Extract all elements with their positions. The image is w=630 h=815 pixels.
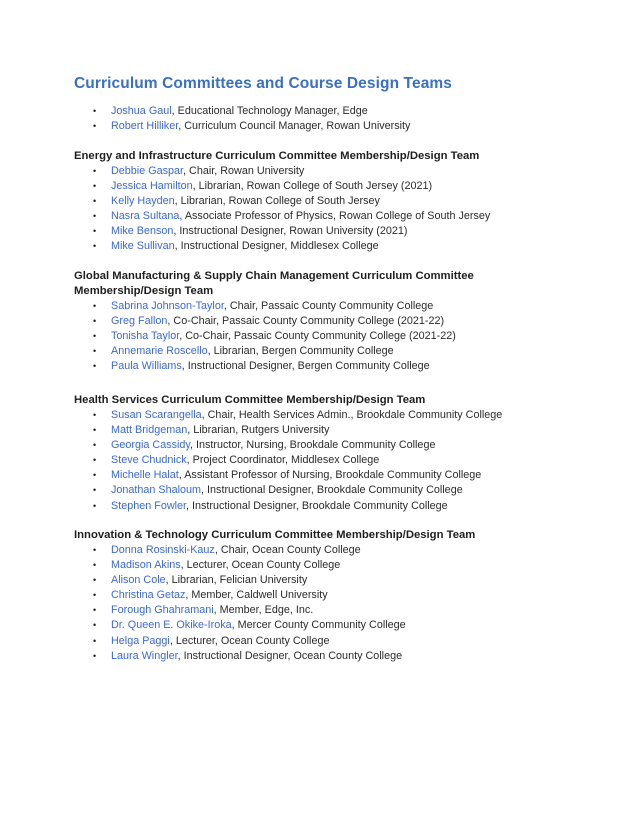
member-name-link[interactable]: Jonathan Shaloum xyxy=(111,484,202,497)
member-name-link[interactable]: Laura Wingler xyxy=(111,649,178,662)
intro-list xyxy=(74,104,410,134)
member-detail: , Chair, Passaic County Community College xyxy=(223,300,434,312)
bullet-icon: • xyxy=(93,425,97,436)
member-name-link[interactable]: Mike Benson xyxy=(111,225,174,238)
list-item xyxy=(74,558,475,573)
bullet-icon: • xyxy=(93,301,97,311)
list-item xyxy=(74,224,490,239)
member-detail: , Instructional Designer, Ocean County College xyxy=(177,649,403,662)
list-item xyxy=(74,299,474,314)
bullet-icon: • xyxy=(93,455,97,466)
member-detail: , Curriculum Council Manager, Rowan University xyxy=(178,120,411,133)
member-name-link[interactable]: Michelle Halat xyxy=(111,469,179,482)
member-detail: , Instructional Designer, Bergen Community College xyxy=(181,360,430,373)
member-detail: , Chair, Health Services Admin., Brookdale Community College xyxy=(201,409,503,421)
page-title: Curriculum Committees and Course Design Teams xyxy=(74,75,453,92)
member-name-link[interactable]: Annemarie Roscello xyxy=(111,345,208,358)
bullet-icon: • xyxy=(93,440,97,451)
member-name-link[interactable]: Steve Chudnick xyxy=(111,454,187,467)
list-item xyxy=(74,603,475,618)
member-name-link[interactable]: Georgia Cassidy xyxy=(111,439,191,452)
member-name-link[interactable]: Donna Rosinski-Kauz xyxy=(111,544,215,556)
member-list xyxy=(74,164,490,255)
bullet-icon: • xyxy=(93,410,97,420)
member-name-link[interactable]: Robert Hilliker xyxy=(111,120,179,133)
member-name-link[interactable]: Christina Getaz xyxy=(111,589,186,602)
member-detail: , Chair, Rowan University xyxy=(183,165,305,177)
section-global-manufacturing xyxy=(74,269,474,374)
list-item xyxy=(74,344,474,359)
member-name-link[interactable]: Susan Scarangella xyxy=(111,409,202,421)
member-detail: , Member, Edge, Inc. xyxy=(213,604,314,617)
section-health-services xyxy=(74,393,502,514)
section-heading: Innovation & Technology Curriculum Committee Membership/Design Team xyxy=(74,529,476,541)
bullet-icon: • xyxy=(93,196,97,207)
member-name-link[interactable]: Matt Bridgeman xyxy=(111,424,188,437)
member-name-link[interactable]: Madison Akins xyxy=(111,559,181,572)
list-item xyxy=(74,543,475,558)
list-item xyxy=(74,588,475,603)
list-item xyxy=(74,239,490,254)
section-heading: Health Services Curriculum Committee Membership/Design Team xyxy=(74,394,426,406)
bullet-icon: • xyxy=(93,620,97,631)
member-name-link[interactable]: Helga Paggi xyxy=(111,634,170,647)
member-detail: , Co-Chair, Passaic County Community College (2021-22) xyxy=(167,315,445,328)
list-item xyxy=(74,483,502,498)
list-item xyxy=(74,164,490,179)
list-item xyxy=(74,453,502,468)
member-detail: , Librarian, Rutgers University xyxy=(187,424,330,437)
member-detail: , Lecturer, Ocean County College xyxy=(169,634,330,647)
member-detail: , Assistant Professor of Nursing, Brookdale Community College xyxy=(178,469,482,482)
member-detail: , Associate Professor of Physics, Rowan College of South Jersey xyxy=(179,210,491,223)
bullet-icon: • xyxy=(93,500,97,511)
member-detail: , Instructional Designer, Brookdale Community College xyxy=(186,499,448,512)
member-name-link[interactable]: Debbie Gaspar xyxy=(111,165,184,177)
member-list xyxy=(74,543,475,664)
list-item xyxy=(74,423,502,438)
section-heading: Energy and Infrastructure Curriculum Committee Membership/Design Team xyxy=(74,150,480,162)
member-detail: , Project Coordinator, Middlesex College xyxy=(186,454,380,467)
member-detail: , Member, Caldwell University xyxy=(185,589,328,602)
list-item xyxy=(74,573,475,588)
member-detail: , Instructional Designer, Middlesex College xyxy=(174,240,379,253)
list-item xyxy=(74,314,474,329)
list-item xyxy=(74,359,474,374)
bullet-icon: • xyxy=(93,470,97,481)
bullet-icon: • xyxy=(93,575,97,586)
member-detail: , Chair, Ocean County College xyxy=(214,544,361,556)
member-name-link[interactable]: Joshua Gaul xyxy=(111,105,172,117)
list-item xyxy=(74,408,502,423)
member-name-link[interactable]: Kelly Hayden xyxy=(111,195,175,208)
list-item xyxy=(74,438,502,453)
list-item xyxy=(74,468,502,483)
member-name-link[interactable]: Dr. Queen E. Okike-Iroka xyxy=(111,619,232,632)
member-detail: , Librarian, Bergen Community College xyxy=(207,345,394,358)
bullet-icon: • xyxy=(93,605,97,616)
member-name-link[interactable]: Greg Fallon xyxy=(111,315,168,328)
list-item xyxy=(74,209,490,224)
list-item xyxy=(74,119,410,134)
member-detail: , Instructor, Nursing, Brookdale Community College xyxy=(190,439,436,452)
list-item xyxy=(74,499,502,514)
bullet-icon: • xyxy=(93,650,97,661)
bullet-icon: • xyxy=(93,346,97,357)
member-list xyxy=(74,408,502,514)
member-detail: , Instructional Designer, Brookdale Community College xyxy=(201,484,463,497)
member-detail: , Librarian, Felician University xyxy=(165,574,308,587)
section-energy xyxy=(74,149,490,255)
list-item xyxy=(74,329,474,344)
bullet-icon: • xyxy=(93,545,97,555)
list-item xyxy=(74,618,475,633)
list-item xyxy=(74,104,410,119)
list-item xyxy=(74,179,490,194)
bullet-icon: • xyxy=(93,241,97,252)
bullet-icon: • xyxy=(93,485,97,496)
bullet-icon: • xyxy=(93,361,97,372)
member-list xyxy=(74,299,474,374)
member-detail: , Educational Technology Manager, Edge xyxy=(171,105,368,117)
bullet-icon: • xyxy=(93,181,97,192)
member-detail: , Librarian, Rowan College of South Jersey (2021) xyxy=(192,180,433,193)
member-name-link[interactable]: Forough Ghahramani xyxy=(111,604,214,617)
member-detail: , Librarian, Rowan College of South Jersey xyxy=(174,195,380,208)
member-name-link[interactable]: Sabrina Johnson-Taylor xyxy=(111,300,224,312)
member-detail: , Instructional Designer, Rowan University (2021) xyxy=(173,225,408,238)
member-name-link[interactable]: Nasra Sultana xyxy=(111,210,180,223)
member-name-link[interactable]: Mike Sullivan xyxy=(111,240,175,253)
section-heading-continued: Membership/Design Team xyxy=(74,285,214,297)
bullet-icon: • xyxy=(93,590,97,601)
member-name-link[interactable]: Paula Williams xyxy=(111,360,182,373)
member-name-link[interactable]: Stephen Fowler xyxy=(111,499,187,512)
bullet-icon: • xyxy=(93,211,97,222)
bullet-icon: • xyxy=(93,166,97,176)
bullet-icon: • xyxy=(93,121,97,132)
list-item xyxy=(74,194,490,209)
member-name-link[interactable]: Jessica Hamilton xyxy=(111,180,193,193)
bullet-icon: • xyxy=(93,635,97,646)
bullet-icon: • xyxy=(93,331,97,342)
member-detail: , Co-Chair, Passaic County Community College (2021-22) xyxy=(179,330,456,343)
section-innovation-technology xyxy=(74,528,475,664)
member-detail: , Mercer County Community College xyxy=(231,619,406,632)
member-detail: , Lecturer, Ocean County College xyxy=(180,559,341,572)
bullet-icon: • xyxy=(93,226,97,237)
bullet-icon: • xyxy=(93,316,97,327)
bullet-icon: • xyxy=(93,106,97,116)
bullet-icon: • xyxy=(93,560,97,571)
list-item xyxy=(74,649,475,664)
member-name-link[interactable]: Alison Cole xyxy=(111,574,166,587)
member-name-link[interactable]: Tonisha Taylor xyxy=(111,330,180,343)
list-item xyxy=(74,634,475,649)
section-heading: Global Manufacturing & Supply Chain Management Curriculum Committee xyxy=(74,270,474,282)
